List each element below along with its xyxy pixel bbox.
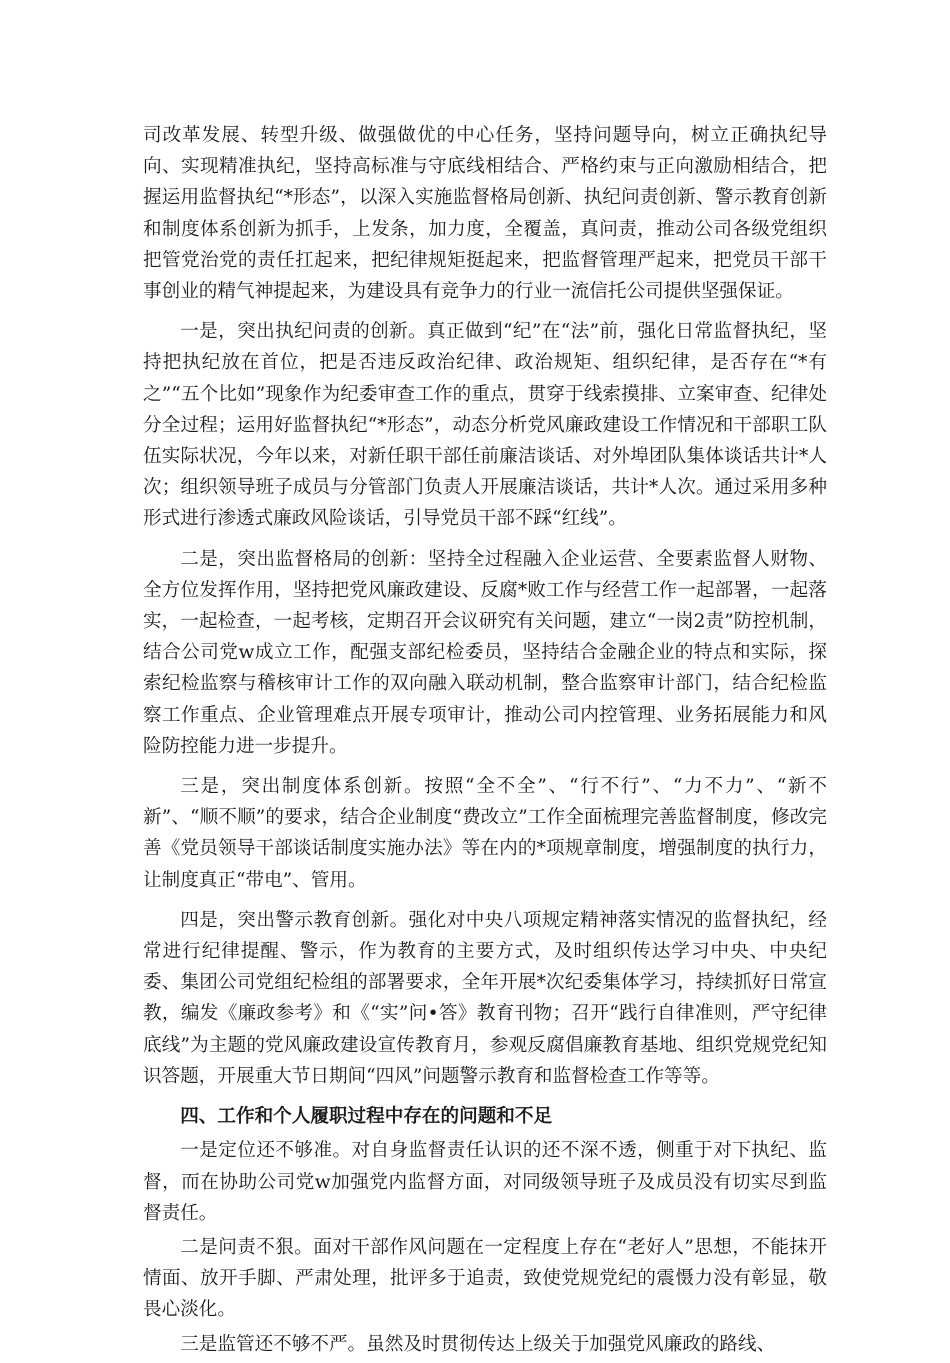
paragraph-continuation: 司改革发展、转型升级、做强做优的中心任务，坚持问题导向，树立正确执纪导向、实现精准执纪，坚持高标准与守底线相结合、严格约束与正向激励相结合，把握运用监督执纪“*形态”，以深入实施监督格局创新、执纪问责创新、警示教育创新和制度体系创新为抓手，上发条，加力度，全覆盖，真问责，推动公司各级党组织把管党治党的责任扛起来，把纪律规矩挺起来，把监督管理严起来，把党员干部干事创业的精气神提起来，为建设具有竞争力的行业一流信托公司提供坚强保证。 — [143, 125, 827, 303]
paragraph-discipline-innovation: 一是，突出执纪问责的创新。真正做到“纪”在“法”前，强化日常监督执纪，坚持把执纪放在首位，把是否违反政治纪律、政治规矩、组织纪律，是否存在“*有之”“五个比如”现象作为纪委审查工作的重点，贯穿于线索摸排、立案审查、纪律处分全过程；运用好监督执纪“*形态”，动态分析党风廉政建设工作情况和干部职工队伍实际状况，今年以来，对新任职干部任前廉洁谈话、对外埠团队集体谈话共计*人次；组织领导班子成员与分管部门负责人开展廉洁谈话，共计*人次。通过采用多种形式进行渗透式廉政风险谈话，引导党员干部不踩“红线”。 — [143, 321, 827, 530]
paragraph-education-innovation: 四是，突出警示教育创新。强化对中央八项规定精神落实情况的监督执纪，经常进行纪律提醒、警示，作为教育的主要方式，及时组织传达学习中央、中央纪委、集团公司党组纪检组的部署要求，全年开展*次纪委集体学习，持续抓好日常宣教，编发《廉政参考》和《“实”问•答》教育刊物；召开“践行自律准则，严守纪律底线”为主题的党风廉政建设宣传教育月，参观反腐倡廉教育基地、组织党规党纪知识答题，开展重大节日期间“四风”问题警示教育和监督检查工作等等。 — [143, 909, 827, 1087]
section-heading: 四、工作和个人履职过程中存在的问题和不足 — [180, 1106, 553, 1128]
paragraph-system-innovation: 三是，突出制度体系创新。按照“全不全”、“行不行”、“力不力”、“新不新”、“顺不顺”的要求，结合企业制度“费改立”工作全面梳理完善监督制度，修改完善《党员领导干部谈话制度实施办法》等在内的*项规章制度，增强制度的执行力，让制度真正“带电”、管用。 — [143, 776, 827, 891]
paragraph-problem-positioning: 一是定位还不够准。对自身监督责任认识的还不深不透，侧重于对下执纪、监督，而在协助公司党w加强党内监督方面，对同级领导班子及成员没有切实尽到监督责任。 — [143, 1140, 827, 1224]
document-page — [143, 120, 827, 1363]
paragraph-problem-supervision: 三是监管还不够不严。虽然及时贯彻传达上级关于加强党风廉政的路线、 — [180, 1333, 776, 1355]
paragraph-supervision-innovation: 二是，突出监督格局的创新：坚持全过程融入企业运营、全要素监督人财物、全方位发挥作用，坚持把党风廉政建设、反腐*败工作与经营工作一起部署，一起落实，一起检查，一起考核，定期召开会议研究有关问题，建立“一岗2责”防控机制，结合公司党w成立工作，配强支部纪检委员，坚持结合金融企业的特点和实际，探索纪检监察与稽核审计工作的双向融入联动机制，整合监察审计部门，结合纪检监察工作重点、企业管理难点开展专项审计，推动公司内控管理、业务拓展能力和风险防控能力进一步提升。 — [143, 548, 827, 757]
paragraph-problem-accountability: 二是问责不狠。面对干部作风问题在一定程度上存在“老好人”思想，不能抹开情面、放开手脚、严肃处理，批评多于追责，致使党规党纪的震慑力没有彰显，敬畏心淡化。 — [143, 1236, 827, 1321]
